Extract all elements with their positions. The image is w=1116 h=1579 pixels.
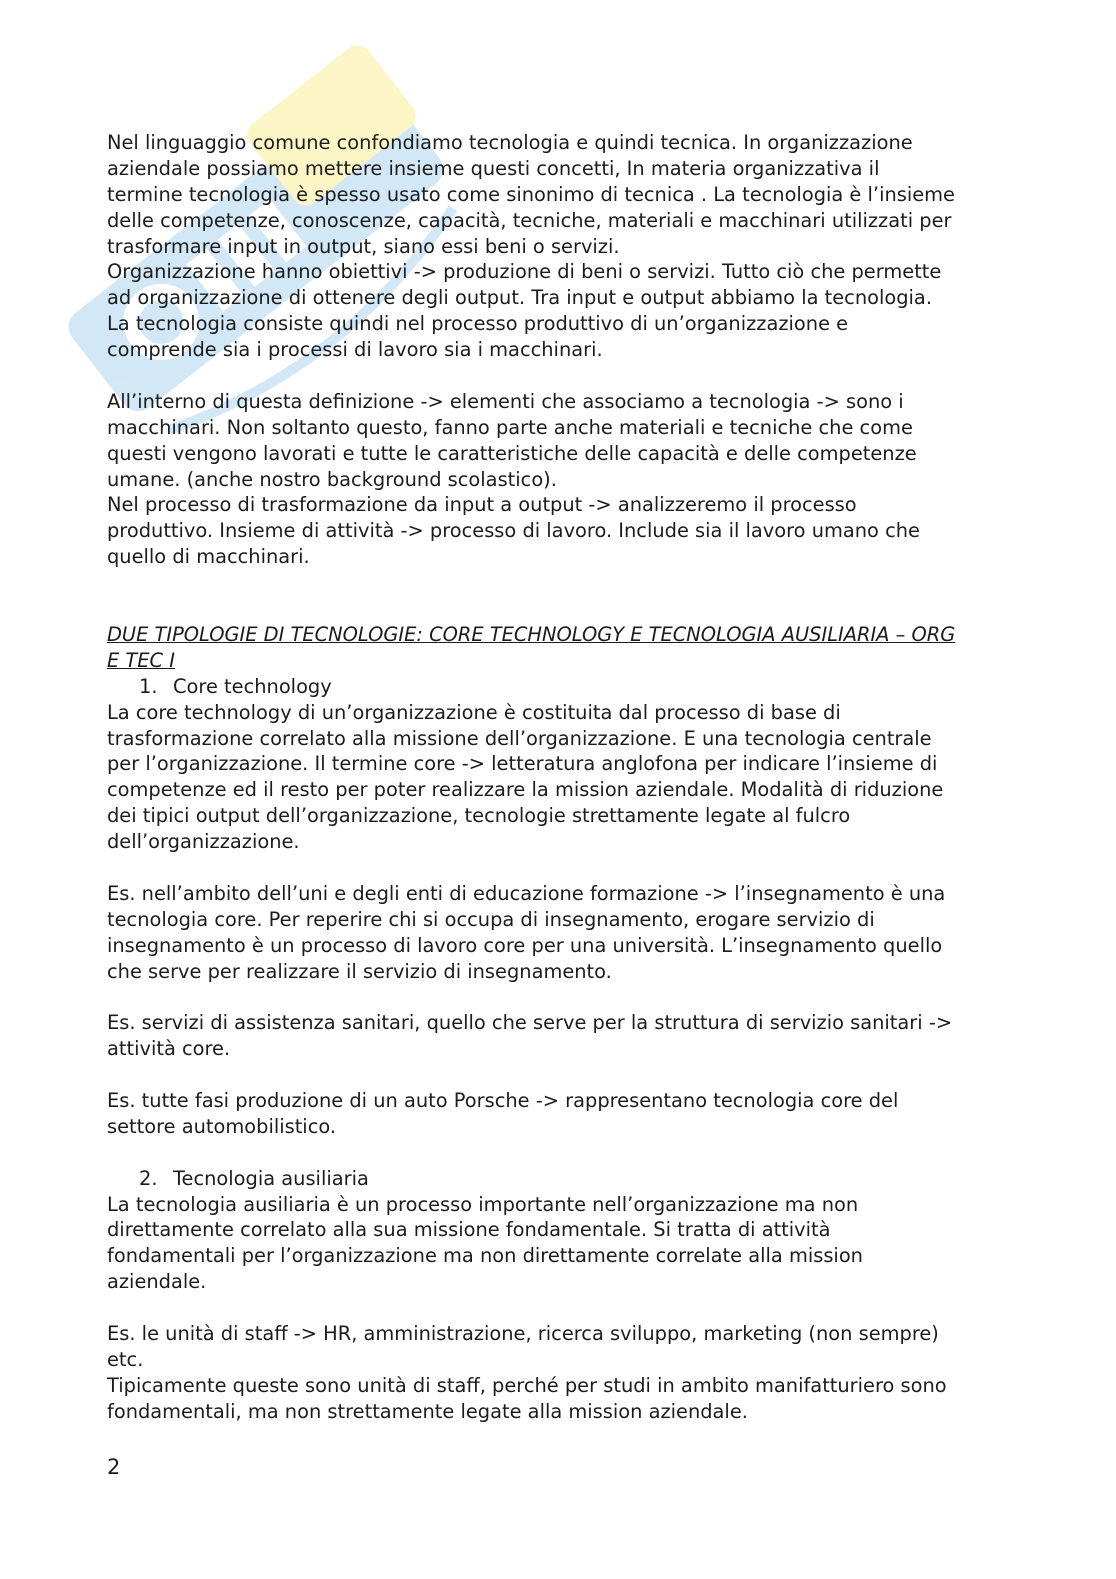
paragraph-spacer <box>107 363 1007 389</box>
section-heading <box>107 622 1007 674</box>
numbered-subheading <box>107 674 1007 700</box>
paragraph <box>107 700 1007 855</box>
text-line: dell’organizzazione. <box>107 830 300 854</box>
subheading-text: Tecnologia ausiliaria <box>173 1166 369 1190</box>
paragraph <box>107 881 1007 985</box>
text-line: Tipicamente queste sono unità di staff, perché per studi in ambito manifatturiero sono <box>107 1373 947 1397</box>
text-line: macchinari. Non soltanto questo, fanno parte anche materiali e tecniche che come <box>107 415 913 439</box>
page-number: 2 <box>107 1455 121 1479</box>
text-line: etc. <box>107 1347 144 1371</box>
paragraph <box>107 130 1007 363</box>
text-line: La tecnologia consiste quindi nel processo produttivo di un’organizzazione e <box>107 312 849 336</box>
text-line: produttivo. Insieme di attività -> processo di lavoro. Include sia il lavoro umano che <box>107 519 920 543</box>
text-line: tecnologia core. Per reperire chi si occupa di insegnamento, erogare servizio di <box>107 907 875 931</box>
paragraph <box>107 1010 1007 1062</box>
text-line: Nel linguaggio comune confondiamo tecnologia e quindi tecnica. In organizzazione <box>107 131 913 154</box>
text-line: trasformazione correlato alla missione dell’organizzazione. E una tecnologia centrale <box>107 726 932 750</box>
paragraph-spacer <box>107 1140 1007 1166</box>
text-line: fondamentali, ma non strettamente legate alla mission aziendale. <box>107 1399 748 1423</box>
text-line: Es. nell’ambito dell’uni e degli enti di educazione formazione -> l’insegnamento è una <box>107 881 946 905</box>
text-line: per l’organizzazione. Il termine core -> letteratura anglofona per indicare l’insieme di <box>107 752 938 776</box>
text-line: E TEC I <box>107 648 175 672</box>
text-line: comprende sia i processi di lavoro sia i macchinari. <box>107 338 603 362</box>
paragraph <box>107 1321 1007 1425</box>
paragraph-spacer <box>107 984 1007 1010</box>
text-line: aziendale possiamo mettere insieme questi concetti, In materia organizzativa il <box>107 156 880 180</box>
text-line: che serve per realizzare il servizio di insegnamento. <box>107 959 612 983</box>
paragraph <box>107 1088 1007 1140</box>
text-line: Nel processo di trasformazione da input a output -> analizzeremo il processo <box>107 493 857 517</box>
text-line: competenze ed il resto per poter realizzare la mission aziendale. Modalità di riduzione <box>107 778 944 802</box>
text-line: Es. le unità di staff -> HR, amministrazione, ricerca sviluppo, marketing (non sempre) <box>107 1321 939 1345</box>
subheading-text: Core technology <box>173 674 332 698</box>
text-line: ad organizzazione di ottenere degli output. Tra input e output abbiamo la tecnologia. <box>107 286 932 310</box>
text-line: direttamente correlato alla sua missione fondamentale. Si tratta di attività <box>107 1218 831 1242</box>
paragraph-spacer <box>107 855 1007 881</box>
text-line: questi vengono lavorati e tutte le caratteristiche delle capacità e delle competenze <box>107 441 917 465</box>
text-line: settore automobilistico. <box>107 1114 337 1138</box>
text-line: All’interno di questa definizione -> elementi che associamo a tecnologia -> sono i <box>107 389 904 413</box>
text-line: Es. tutte fasi produzione di un auto Porsche -> rappresentano tecnologia core del <box>107 1088 899 1112</box>
text-line: fondamentali per l’organizzazione ma non direttamente correlate alla mission <box>107 1244 863 1268</box>
text-line: dei tipici output dell’organizzazione, tecnologie strettamente legate al fulcro <box>107 804 851 828</box>
text-line: quello di macchinari. <box>107 545 310 569</box>
section-spacer <box>107 570 1007 622</box>
text-line: La core technology di un’organizzazione è costituita dal processo di base di <box>107 700 841 724</box>
numbered-subheading <box>107 1166 1007 1192</box>
list-number: 2. <box>139 1166 158 1190</box>
text-line: termine tecnologia è spesso usato come sinonimo di tecnica . La tecnologia è l’insieme <box>107 182 955 206</box>
document-body <box>107 130 1007 1425</box>
text-line: umane. (anche nostro background scolastico). <box>107 467 557 491</box>
text-line: DUE TIPOLOGIE DI TECNOLOGIE: CORE TECHNOLOGY E TECNOLOGIA AUSILIARIA – ORG <box>107 622 956 646</box>
paragraph-spacer <box>107 1062 1007 1088</box>
text-line: Es. servizi di assistenza sanitari, quello che serve per la struttura di servizio sanitari -> <box>107 1011 953 1035</box>
paragraph <box>107 389 1007 570</box>
text-line: Organizzazione hanno obiettivi -> produzione di beni o servizi. Tutto ciò che permette <box>107 260 942 284</box>
paragraph <box>107 1192 1007 1296</box>
paragraph-spacer <box>107 1295 1007 1321</box>
text-line: aziendale. <box>107 1270 207 1294</box>
text-line: attività core. <box>107 1037 231 1061</box>
text-line: trasformare input in output, siano essi beni o servizi. <box>107 234 620 258</box>
text-line: insegnamento è un processo di lavoro core per una università. L’insegnamento quello <box>107 933 943 957</box>
list-number: 1. <box>139 674 158 698</box>
text-line: La tecnologia ausiliaria è un processo importante nell’organizzazione ma non <box>107 1192 859 1216</box>
text-line: delle competenze, conoscenze, capacità, tecniche, materiali e macchinari utilizzati per <box>107 208 952 232</box>
